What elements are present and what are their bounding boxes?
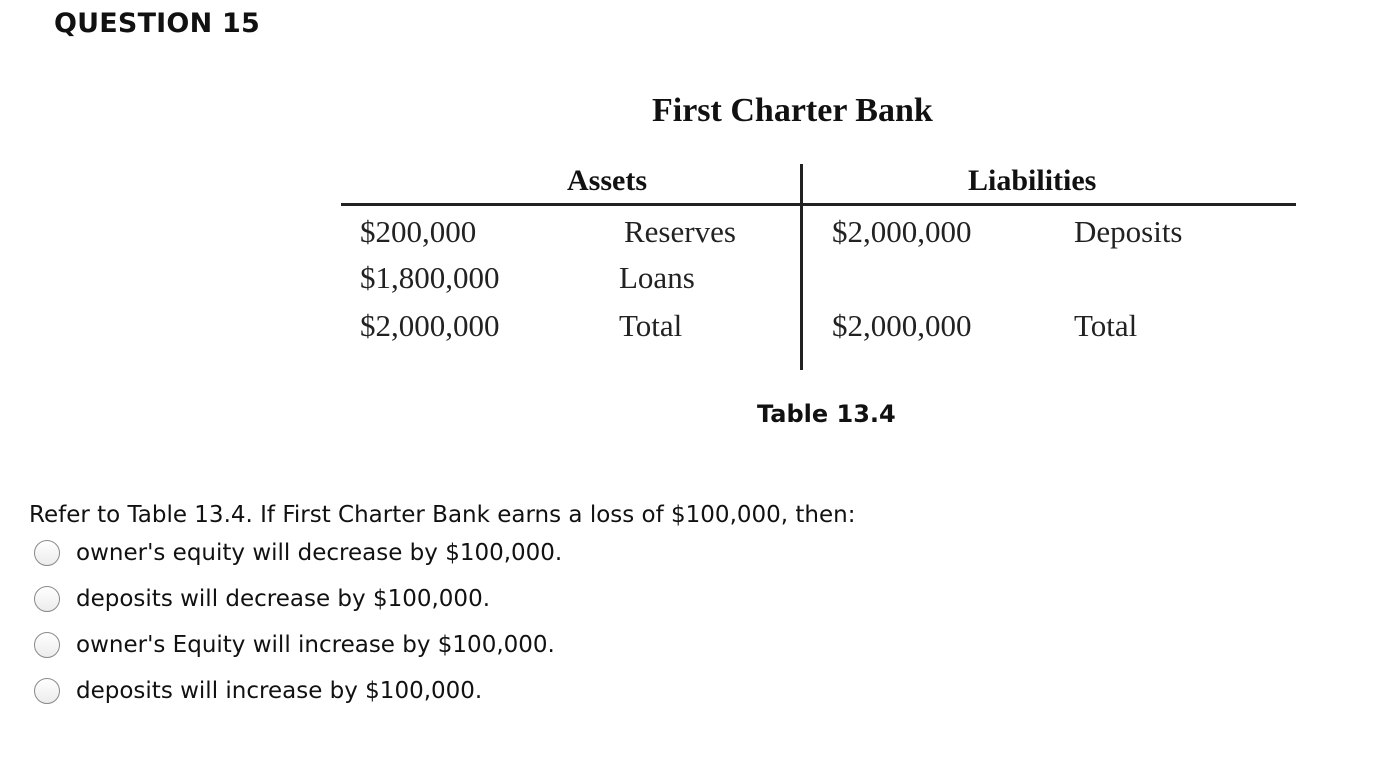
radio-button[interactable] — [34, 632, 60, 658]
liability-amount-total: $2,000,000 — [832, 308, 972, 343]
answer-option-label[interactable]: owner's Equity will increase by $100,000. — [76, 632, 555, 658]
answer-option[interactable] — [34, 675, 482, 707]
assets-header: Assets — [567, 164, 647, 197]
asset-item-total: Total — [619, 308, 683, 343]
answer-option-label[interactable]: deposits will increase by $100,000. — [76, 678, 483, 704]
asset-item-loans: Loans — [619, 260, 695, 295]
liability-item-total: Total — [1074, 308, 1138, 343]
radio-button[interactable] — [34, 586, 60, 612]
column-divider — [800, 164, 803, 370]
answer-option[interactable] — [34, 537, 562, 569]
radio-button[interactable] — [34, 540, 60, 566]
asset-amount-total: $2,000,000 — [360, 308, 500, 343]
answer-option-label[interactable]: deposits will decrease by $100,000. — [76, 586, 491, 612]
answer-option[interactable] — [34, 583, 490, 615]
question-prompt: Refer to Table 13.4. If First Charter Bank earns a loss of $100,000, then: — [29, 502, 856, 528]
radio-button[interactable] — [34, 678, 60, 704]
answer-option[interactable] — [34, 629, 555, 661]
bank-title: First Charter Bank — [652, 92, 933, 129]
asset-amount-loans: $1,800,000 — [360, 260, 500, 295]
header-rule — [341, 203, 1296, 206]
liabilities-header: Liabilities — [968, 164, 1097, 197]
asset-amount-reserves: $200,000 — [360, 214, 477, 249]
question-heading: QUESTION 15 — [54, 8, 260, 39]
asset-item-reserves: Reserves — [624, 214, 736, 249]
liability-item-deposits: Deposits — [1074, 214, 1183, 249]
table-caption: Table 13.4 — [757, 400, 896, 428]
answer-option-label[interactable]: owner's equity will decrease by $100,000. — [76, 540, 563, 566]
liability-amount-deposits: $2,000,000 — [832, 214, 972, 249]
